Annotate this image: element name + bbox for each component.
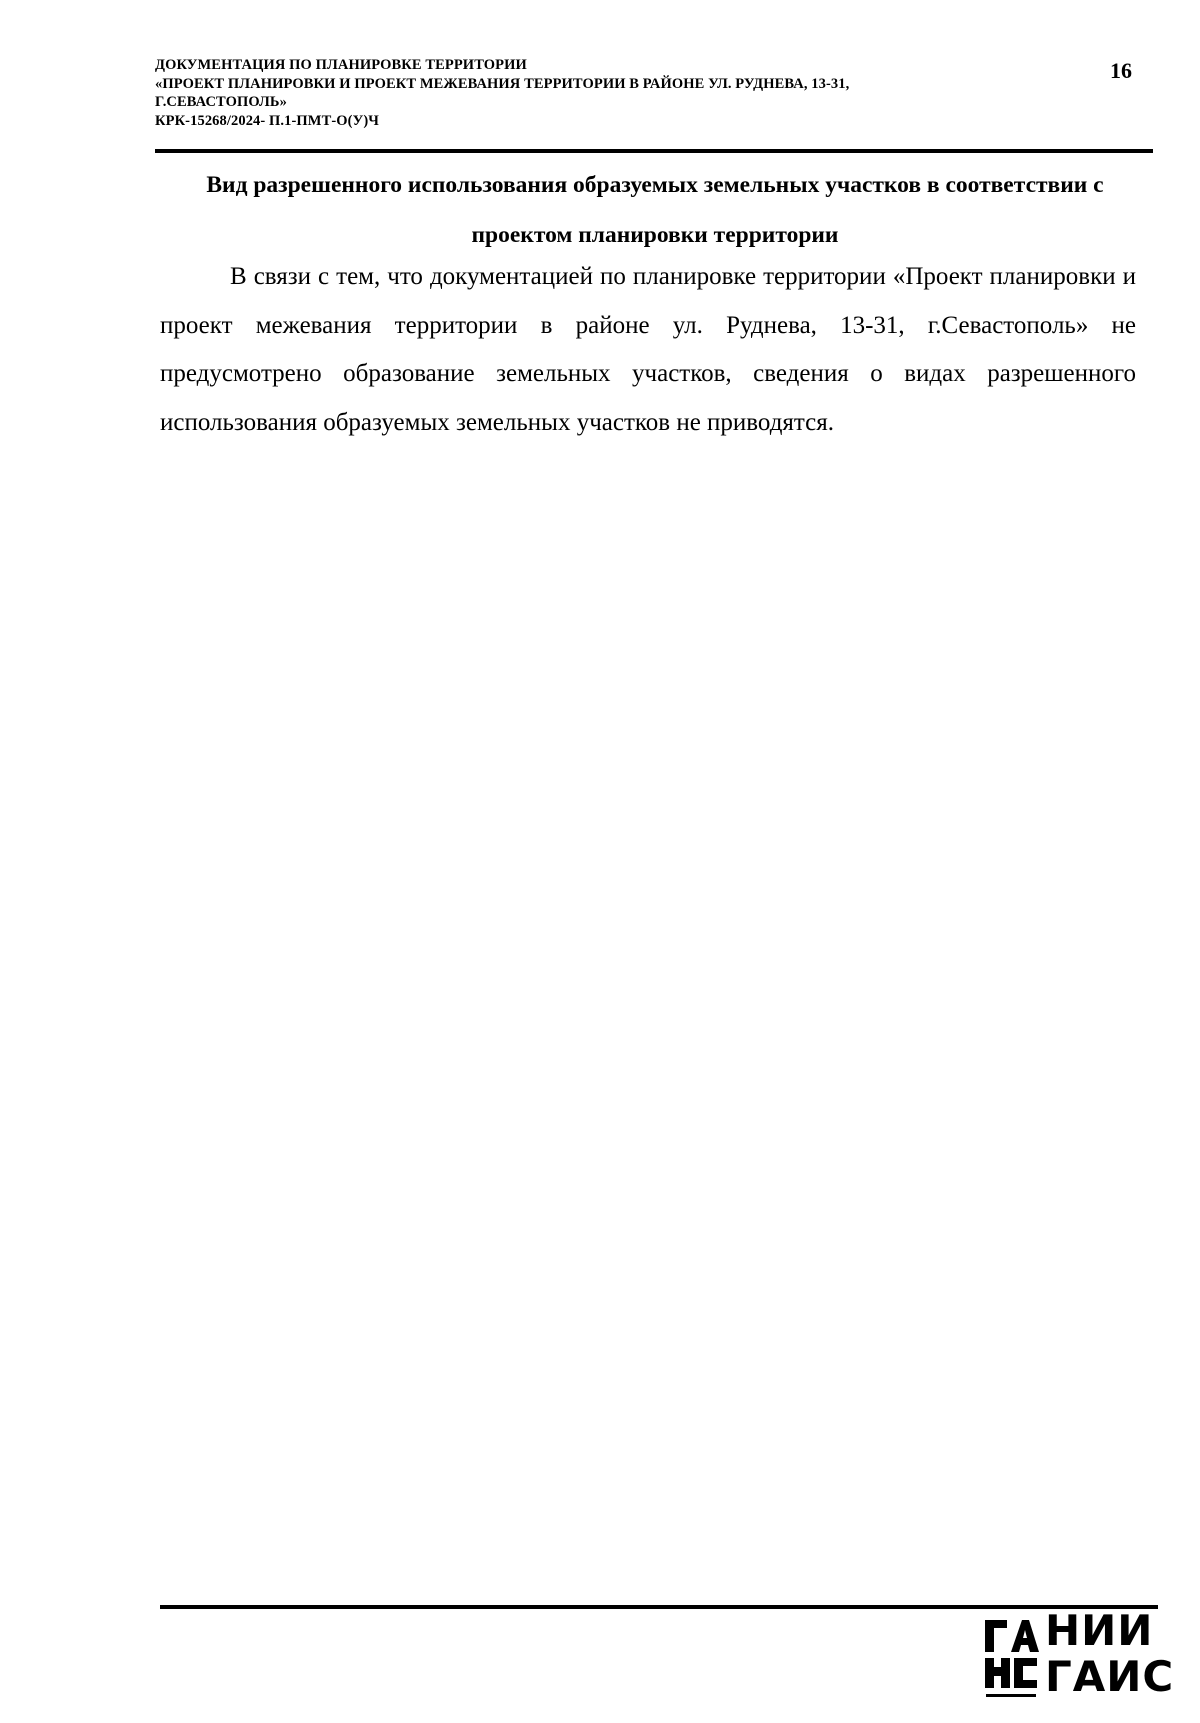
header-line-4: КРК-15268/2024- П.1-ПМТ-О(У)Ч [155,112,380,129]
header-divider [155,149,1153,153]
page-number: 16 [1110,58,1132,83]
logo-name-line-2: ГАИС [1045,1652,1175,1701]
footer-divider [160,1605,1158,1609]
logo-name [1045,1608,1174,1700]
header-line-1: ДОКУМЕНТАЦИЯ ПО ПЛАНИРОВКЕ ТЕРРИТОРИИ [155,57,527,73]
logo-mark-icon [983,1614,1039,1702]
document-header [155,56,1055,130]
section-title: Вид разрешенного использования образуемых земельных участков в соответствии с проектом планировки территории [206,172,1104,248]
header-line-2: «ПРОЕКТ ПЛАНИРОВКИ И ПРОЕКТ МЕЖЕВАНИЯ ТЕРРИТОРИИ В РАЙОНЕ УЛ. РУДНЕВА, 13-31, [155,75,850,92]
nii-gais-logo [983,1606,1183,1706]
logo-name-line-1: НИИ [1045,1606,1154,1655]
body-paragraph: В связи с тем, что документацией по планировке территории «Проект планировки и проект межевания территории в районе ул. Руднева, 13-31, г.Севастополь» не предусмотрено образование земельных участков, сведения о видах разрешенного использования образуемых земельных участков не приводятся. [160,263,1136,436]
header-line-3: Г.СЕВАСТОПОЛЬ» [155,94,287,110]
